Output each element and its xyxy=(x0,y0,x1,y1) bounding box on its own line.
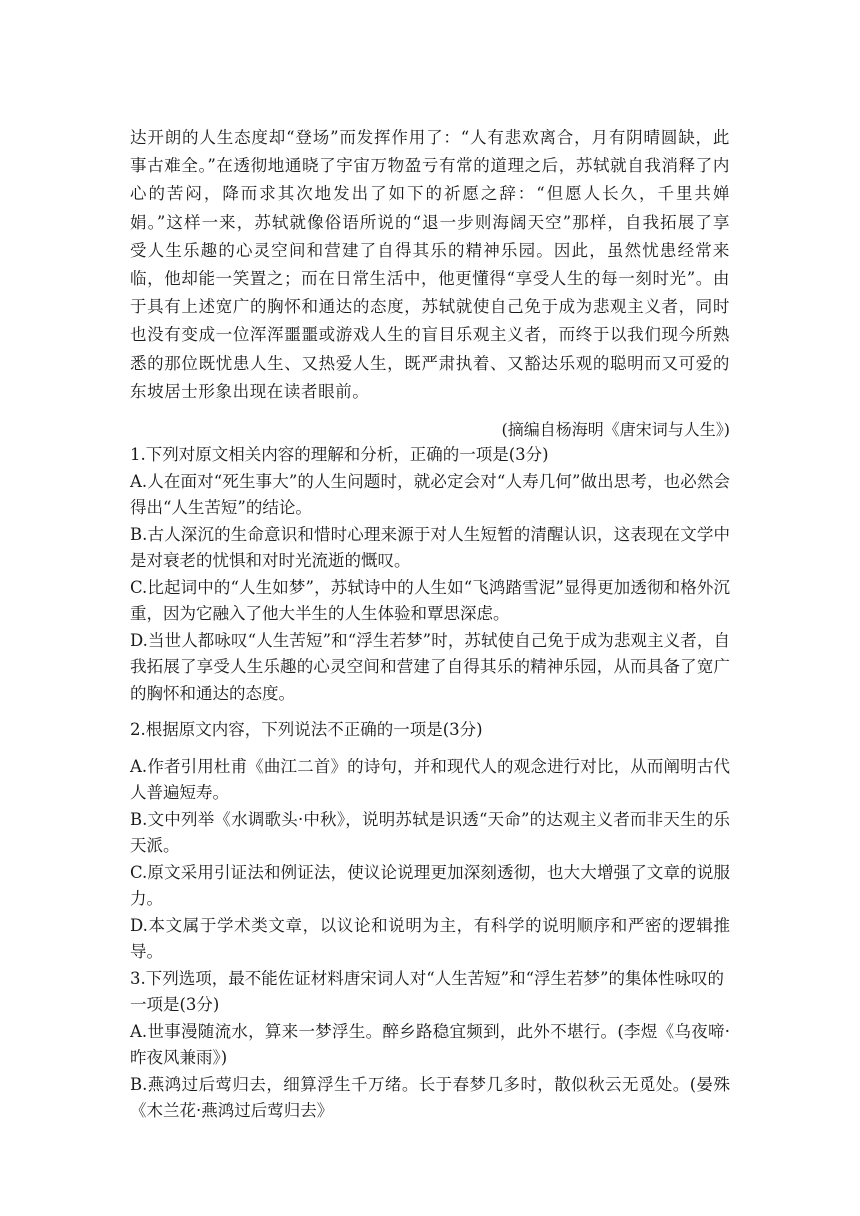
passage-paragraph: 达开朗的人生态度却“登场”而发挥作用了：“人有悲欢离合，月有阴晴圆缺，此事古难全。”在透彻地通晓了宇宙万物盈亏有常的道理之后，苏轼就自我消释了内心的苦闷，降而求其次地发出了如下的祈愿之辞：“但愿人长久，千里共婵娟。”这样一来，苏轼就像俗语所说的“退一步则海阔天空”那样，自我拓展了享受人生乐趣的心灵空间和营建了自得其乐的精神乐园。因此，虽然忧患经常来临，他却能一笑置之；而在日常生活中，他更懂得“享受人生的每一刻时光”。由于具有上述宽广的胸怀和通达的态度，苏轼就使自己免于成为悲观主义者，同时也没有变成一位浑浑噩噩或游戏人生的盲目乐观主义者，而终于以我们现今所熟悉的那位既忧患人生、又热爱人生，既严肃执着、又豁达乐观的聪明而又可爱的东坡居士形象出现在读者眼前。 xyxy=(130,128,730,401)
question-1-option-a: A.人在面对“死生事大”的人生问题时，就必定会对“人寿几何”做出思考，也必然会得出“人生苦短”的结论。 xyxy=(130,471,730,518)
question-2-option-c: C.原文采用引证法和例证法，使议论说理更加深刻透彻，也大大增强了文章的说服力。 xyxy=(130,862,730,909)
question-1-option-d: D.当世人都咏叹“人生苦短”和“浮生若梦”时，苏轼使自己免于成为悲观主义者，自我拓展了享受人生乐趣的心灵空间和营建了自得其乐的精神乐园，从而具备了宽广的胸怀和通达的态度。 xyxy=(130,630,730,703)
question-2-option-d: D.本文属于学术类文章，以议论和说明为主，有科学的说明顺序和严密的逻辑推导。 xyxy=(130,915,730,962)
passage-citation: (摘编自杨海明《唐宋词与人生》) xyxy=(501,420,730,440)
question-1-option-c: C.比起词中的“人生如梦”，苏轼诗中的人生如“飞鸿踏雪泥”显得更加透彻和格外沉重，因为它融入了他大半生的人生体验和覃思深虑。 xyxy=(130,577,730,624)
question-1-stem: 1.下列对原文相关内容的理解和分析，正确的一项是(3分) xyxy=(130,445,549,465)
question-3-option-a: A.世事漫随流水，算来一梦浮生。醉乡路稳宜频到，此外不堪行。(李煜《乌夜啼·昨夜风兼雨》) xyxy=(130,1021,730,1068)
question-2-option-b: B.文中列举《水调歌头·中秋》，说明苏轼是识透“天命”的达观主义者而非天生的乐天派。 xyxy=(130,809,730,856)
question-2-option-a: A.作者引用杜甫《曲江二首》的诗句，并和现代人的观念进行对比，从而阐明古代人普遍短寿。 xyxy=(130,756,730,803)
question-1-option-b: B.古人深沉的生命意识和惜时心理来源于对人生短暂的清醒认识，这表现在文学中是对衰老的忧惧和对时光流逝的慨叹。 xyxy=(130,524,730,571)
question-3-option-b: B.燕鸿过后莺归去，细算浮生千万绪。长于春梦几多时，散似秋云无觅处。(晏殊《木兰花·燕鸿过后莺归去》 xyxy=(130,1074,730,1121)
question-2-stem: 2.根据原文内容，下列说法不正确的一项是(3分) xyxy=(130,720,483,740)
document-page xyxy=(130,124,730,1125)
question-3-stem: 3.下列选项，最不能佐证材料唐宋词人对“人生苦短”和“浮生若梦”的集体性咏叹的一项是(3分) xyxy=(130,968,724,1015)
